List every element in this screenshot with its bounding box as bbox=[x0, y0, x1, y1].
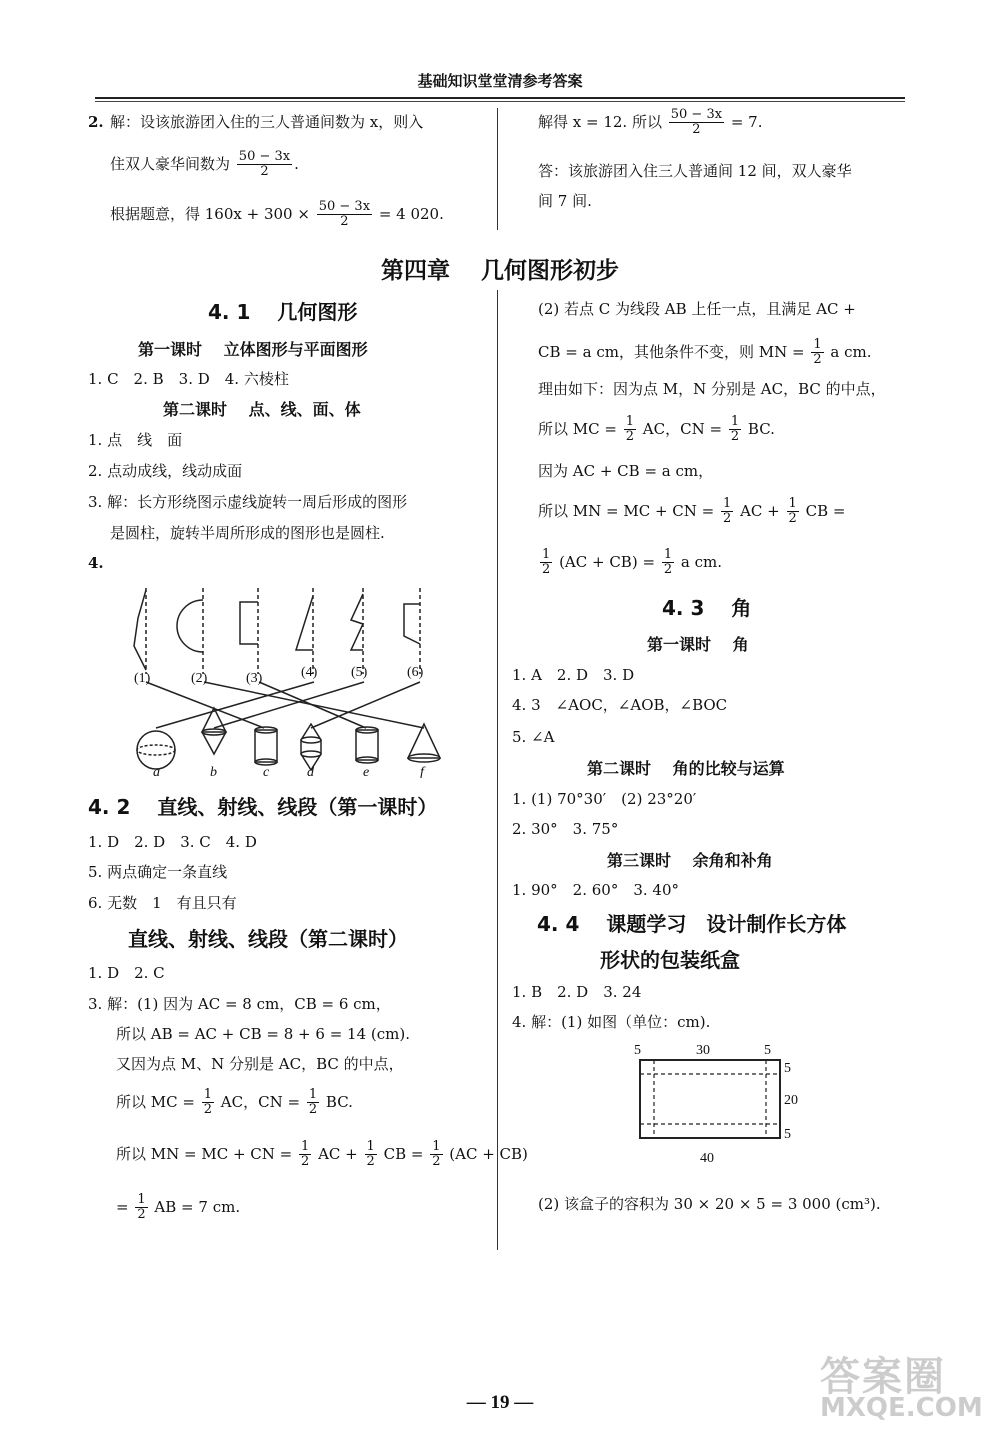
lesson-title: 第三课时 余角和补角 bbox=[607, 851, 773, 870]
left-column bbox=[88, 300, 528, 1240]
fraction-half bbox=[540, 548, 552, 578]
answer-line: 又因为点 M、N 分别是 AC，BC 的中点， bbox=[116, 1055, 404, 1073]
page-number: — 19 — bbox=[466, 1392, 534, 1413]
num: 1 bbox=[308, 1087, 318, 1102]
lesson-title: 第二课时 点、线、面、体 bbox=[163, 400, 361, 419]
fig-label: (5) bbox=[351, 665, 368, 680]
text: AC，CN = bbox=[642, 419, 723, 438]
den: 2 bbox=[432, 1154, 441, 1170]
text: CB = bbox=[383, 1144, 424, 1163]
fraction-numerator: 50 − 3x bbox=[670, 107, 723, 122]
answer-line: 4. 3 ∠AOC，∠AOB，∠BOC bbox=[512, 696, 728, 714]
dim-label: 20 bbox=[784, 1093, 798, 1108]
answer-line: 2. 30° 3. 75° bbox=[512, 820, 619, 838]
section-4-2-part2-title: 直线、射线、线段（第二课时） bbox=[128, 927, 408, 951]
answer-line: (2) 若点 C 为线段 AB 上任一点，且满足 AC + bbox=[538, 300, 856, 318]
q2-line2: 住双人豪华间数为 $\frac{50 - 3x}{2}$ . bbox=[110, 149, 299, 180]
answer-line: 1. 90° 2. 60° 3. 40° bbox=[512, 881, 679, 899]
solid-label: d bbox=[307, 765, 314, 778]
box-net-diagram bbox=[612, 1038, 832, 1168]
text: AC，CN = bbox=[220, 1092, 301, 1111]
answer-line: 3. 解：长方形绕图示虚线旋转一周后形成的图形 bbox=[88, 493, 408, 511]
text: BC. bbox=[747, 419, 775, 438]
solid-label: c bbox=[263, 765, 270, 778]
fraction-half bbox=[202, 1088, 214, 1118]
answer-line: 1. D 2. C bbox=[88, 964, 165, 982]
text: a cm. bbox=[680, 552, 722, 571]
answer-line bbox=[538, 497, 845, 527]
answer-line bbox=[538, 548, 722, 578]
fig-label: (1) bbox=[134, 671, 151, 686]
section-4-2-title: 4. 2 直线、射线、线段（第一课时） bbox=[88, 795, 438, 819]
answer-line: (2) 该盒子的容积为 30 × 20 × 5 = 3 000 (cm³). bbox=[538, 1195, 881, 1213]
rotation-matching-figure bbox=[118, 578, 468, 778]
fraction-half bbox=[299, 1140, 311, 1170]
fig-label: (4) bbox=[301, 665, 318, 680]
ab-line bbox=[116, 1193, 240, 1223]
solve-text: 解得 x = 12. 所以 bbox=[538, 112, 662, 131]
solid-a-sphere bbox=[137, 731, 175, 769]
plane-shape-5 bbox=[351, 594, 363, 650]
answer-line: 6. 无数 1 有且只有 bbox=[88, 894, 237, 912]
right-column bbox=[512, 300, 922, 1240]
answer-line: 1. (1) 70°30′ (2) 23°20′ bbox=[512, 790, 697, 808]
den: 2 bbox=[137, 1207, 146, 1223]
text: (AC + CB) = bbox=[559, 552, 656, 571]
den: 2 bbox=[723, 511, 732, 527]
answer-line: 1. D 2. D 3. C 4. D bbox=[88, 833, 257, 851]
fig-label: (3) bbox=[246, 671, 263, 686]
q2-number: 2. bbox=[88, 113, 104, 131]
dim-label: 40 bbox=[700, 1151, 714, 1166]
solid-e-cylinder bbox=[356, 730, 378, 760]
plane-shape-2 bbox=[177, 600, 203, 652]
answer-line: 3. 解：(1) 因为 AC = 8 cm，CB = 6 cm， bbox=[88, 995, 391, 1013]
solve-line bbox=[538, 108, 763, 138]
fraction-half bbox=[662, 548, 674, 578]
den: 2 bbox=[366, 1154, 375, 1170]
text: 所以 MN = MC + CN = bbox=[116, 1144, 293, 1163]
section-4-3-title: 4. 3 角 bbox=[662, 596, 752, 620]
dim-label: 5 bbox=[764, 1043, 771, 1058]
answer-line: 因为 AC + CB = a cm， bbox=[538, 462, 714, 480]
answer-line: 是圆柱，旋转半周所形成的图形也是圆柱. bbox=[110, 524, 385, 542]
answer-line: 2. 点动成线，线动成面 bbox=[88, 462, 243, 480]
lesson-title: 第一课时 角 bbox=[647, 635, 749, 654]
match-line-3 bbox=[259, 682, 366, 728]
fraction-50-3x bbox=[237, 150, 292, 180]
answer-line: 所以 AB = AC + CB = 8 + 6 = 14 (cm). bbox=[116, 1025, 410, 1043]
section-4-4-title: 4. 4 课题学习 设计制作长方体 bbox=[537, 912, 847, 936]
answer-line bbox=[538, 338, 871, 368]
text: AB = 7 cm. bbox=[154, 1197, 241, 1216]
den: 2 bbox=[663, 562, 673, 578]
mc-cn-line bbox=[116, 1088, 353, 1118]
lesson-title: 第二课时 角的比较与运算 bbox=[587, 759, 785, 778]
fig-label: (2) bbox=[191, 671, 208, 686]
dim-label: 5 bbox=[784, 1127, 791, 1142]
lesson-title: 第一课时 立体图形与平面图形 bbox=[138, 340, 368, 359]
watermark-logo bbox=[820, 1345, 990, 1435]
text: BC. bbox=[325, 1092, 353, 1111]
num: 1 bbox=[137, 1192, 146, 1207]
q2-line2-text: 住双人豪华间数为 bbox=[110, 154, 231, 173]
header-rule bbox=[95, 97, 905, 99]
q2-line3-text: 根据题意，得 160x + 300 × bbox=[110, 204, 310, 223]
fraction-denominator: 2 bbox=[340, 214, 349, 230]
answer-line2: 间 7 间. bbox=[538, 192, 592, 210]
fraction-half bbox=[365, 1140, 377, 1170]
solid-label: f bbox=[420, 765, 424, 778]
solid-c-cylinder bbox=[255, 730, 277, 762]
num: 1 bbox=[203, 1087, 213, 1102]
question-4-number: 4. bbox=[88, 554, 104, 572]
answer-line bbox=[538, 415, 775, 445]
dim-label: 5 bbox=[634, 1043, 641, 1058]
den: 2 bbox=[788, 511, 797, 527]
text: CB = a cm，其他条件不变，则 MN = bbox=[538, 342, 805, 361]
text: 所以 MN = MC + CN = bbox=[538, 501, 715, 520]
q2-line3-result: = 4 020. bbox=[378, 204, 444, 223]
fraction-numerator: 50 − 3x bbox=[318, 199, 371, 214]
fraction-half bbox=[721, 497, 733, 527]
fraction-half bbox=[787, 497, 799, 527]
watermark-text: 答案圈 bbox=[820, 1354, 946, 1400]
fraction-half bbox=[135, 1193, 147, 1223]
header-rule-thin bbox=[95, 101, 905, 102]
answer-line: 理由如下：因为点 M，N 分别是 AC，BC 的中点， bbox=[538, 380, 886, 398]
mn-line bbox=[116, 1140, 528, 1170]
answer-line: 5. 两点确定一条直线 bbox=[88, 863, 228, 881]
text: AC + bbox=[318, 1144, 358, 1163]
solid-label: b bbox=[210, 765, 217, 778]
den: 2 bbox=[813, 352, 822, 368]
fraction-50-3x bbox=[317, 200, 372, 230]
num: 1 bbox=[542, 547, 551, 562]
text: a cm. bbox=[830, 342, 872, 361]
solid-b-double-cone bbox=[202, 708, 226, 754]
fraction-numerator: 50 − 3x bbox=[238, 149, 291, 164]
dim-label: 30 bbox=[696, 1043, 710, 1058]
section-4-1-title: 4. 1 几何图形 bbox=[208, 300, 358, 324]
fraction-half bbox=[624, 415, 636, 445]
fraction-half bbox=[811, 338, 823, 368]
answer-line: 1. A 2. D 3. D bbox=[512, 666, 635, 684]
plane-shape-6 bbox=[404, 604, 420, 644]
match-line-6 bbox=[311, 682, 420, 728]
den: 2 bbox=[308, 1102, 318, 1118]
solid-d-combo bbox=[301, 724, 321, 770]
num: 1 bbox=[663, 547, 673, 562]
answer-line: 1. 点 线 面 bbox=[88, 431, 183, 449]
fraction-denominator: 2 bbox=[692, 122, 701, 138]
column-divider-top bbox=[497, 108, 498, 230]
text: = bbox=[116, 1197, 129, 1216]
text: CB = bbox=[805, 501, 846, 520]
plane-shape-4 bbox=[296, 596, 313, 650]
num: 1 bbox=[366, 1139, 375, 1154]
den: 2 bbox=[203, 1102, 213, 1118]
dim-label: 5 bbox=[784, 1061, 791, 1076]
num: 1 bbox=[301, 1139, 310, 1154]
match-line-1 bbox=[146, 682, 264, 728]
plane-shape-1 bbox=[134, 590, 146, 670]
watermark-url: MXQE.COM bbox=[820, 1393, 983, 1423]
section-4-4-title-line2: 形状的包装纸盒 bbox=[600, 948, 740, 972]
solid-f-cone bbox=[408, 724, 440, 758]
text: 所以 MC = bbox=[538, 419, 617, 438]
fraction-denominator: 2 bbox=[260, 164, 269, 180]
fig-label: (6) bbox=[407, 665, 424, 680]
text: (AC + CB) bbox=[449, 1144, 528, 1163]
text: 所以 MC = bbox=[116, 1092, 195, 1111]
num: 1 bbox=[432, 1139, 441, 1154]
den: 2 bbox=[301, 1154, 310, 1170]
solid-label: e bbox=[363, 765, 370, 778]
column-divider-main bbox=[497, 290, 498, 1250]
solid-label: a bbox=[153, 765, 160, 778]
answer-line: 1. C 2. B 3. D 4. 六棱柱 bbox=[88, 370, 289, 388]
chapter-title: 第四章 几何图形初步 bbox=[380, 258, 619, 284]
fraction-half bbox=[729, 415, 741, 445]
solve-result: = 7. bbox=[730, 112, 763, 131]
answer-line: 1. B 2. D 3. 24 bbox=[512, 983, 642, 1001]
num: 1 bbox=[788, 496, 797, 511]
fraction-half bbox=[307, 1088, 319, 1118]
answer-line1: 答：该旅游团入住三人普通间 12 间，双人豪华 bbox=[538, 162, 852, 180]
num: 1 bbox=[730, 414, 740, 429]
answer-line: 4. 解：(1) 如图（单位：cm). bbox=[512, 1013, 711, 1031]
plane-shape-3 bbox=[240, 602, 258, 644]
answer-line: 5. ∠A bbox=[512, 728, 555, 746]
page-header-title: 基础知识堂堂清参考答案 bbox=[417, 72, 583, 90]
den: 2 bbox=[542, 562, 551, 578]
q2-line1: 解：设该旅游团入住的三人普通间数为 x，则入 bbox=[110, 113, 424, 131]
fraction-50-3x bbox=[669, 108, 724, 138]
den: 2 bbox=[730, 429, 740, 445]
num: 1 bbox=[813, 337, 822, 352]
num: 1 bbox=[723, 496, 732, 511]
fraction-half bbox=[430, 1140, 442, 1170]
text: AC + bbox=[740, 501, 780, 520]
den: 2 bbox=[625, 429, 635, 445]
num: 1 bbox=[625, 414, 635, 429]
net-outer-rect bbox=[640, 1060, 780, 1138]
q2-line3 bbox=[110, 200, 444, 230]
